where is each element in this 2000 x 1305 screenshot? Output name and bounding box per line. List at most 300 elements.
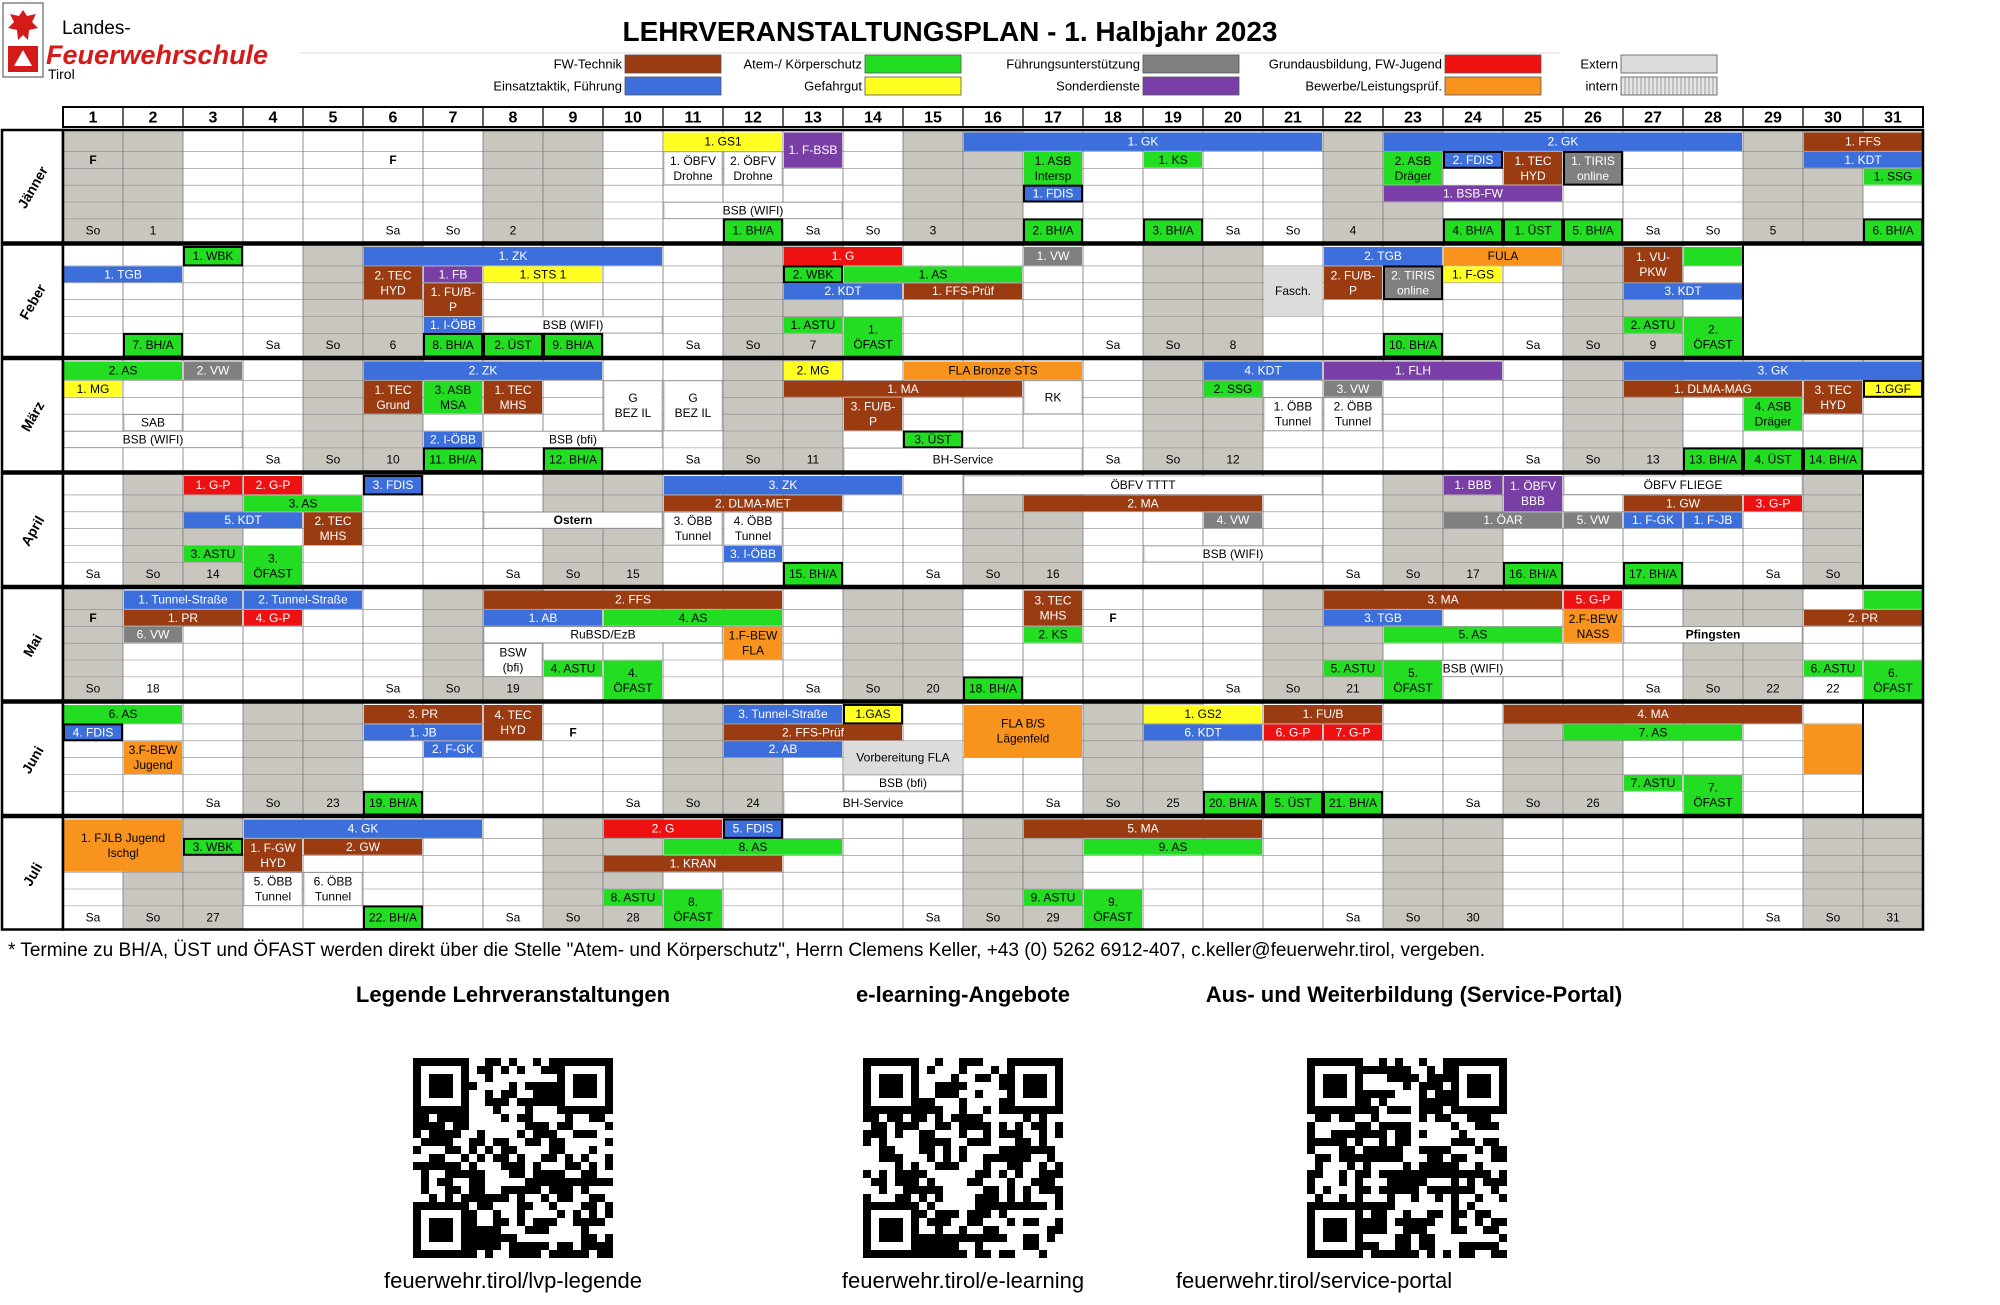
course-entry[interactable] — [1024, 820, 1262, 838]
course-entry[interactable] — [724, 741, 842, 757]
qr-module — [501, 1098, 509, 1106]
course-entry[interactable] — [1564, 591, 1622, 609]
course-label: 17. BH/A — [1628, 567, 1678, 582]
qr-module — [935, 1114, 943, 1122]
qr-module — [1007, 1162, 1015, 1170]
course-entry[interactable] — [1264, 724, 1322, 740]
course-entry[interactable] — [569, 725, 576, 739]
course-entry[interactable] — [124, 610, 242, 626]
course-entry[interactable] — [844, 705, 902, 723]
qr-module — [1427, 1186, 1435, 1194]
course-entry[interactable] — [364, 247, 662, 265]
course-entry[interactable] — [1144, 219, 1202, 242]
course-entry[interactable] — [964, 476, 1322, 494]
course-entry[interactable] — [1564, 219, 1622, 242]
course-entry[interactable] — [1324, 661, 1382, 677]
bottom-label: Sa — [805, 223, 821, 238]
qr-module — [1419, 1218, 1427, 1226]
qr-module — [421, 1186, 429, 1194]
course-entry[interactable] — [724, 512, 782, 545]
course-entry[interactable] — [64, 820, 182, 872]
course-entry[interactable] — [1864, 661, 1922, 700]
course-entry[interactable] — [484, 432, 662, 448]
qr-module — [1047, 1178, 1055, 1186]
course-entry[interactable] — [1324, 591, 1562, 609]
qr-module — [1047, 1186, 1055, 1194]
course-entry[interactable] — [664, 203, 842, 219]
course-label: 7. — [1707, 780, 1719, 795]
course-entry[interactable] — [1384, 661, 1442, 700]
course-entry[interactable] — [244, 610, 302, 626]
course-label: 3. ÖBB — [673, 514, 713, 529]
course-entry[interactable] — [184, 839, 242, 855]
course-entry[interactable] — [1624, 512, 1682, 528]
course-entry[interactable] — [1144, 152, 1202, 168]
course-entry[interactable] — [1084, 890, 1142, 929]
course-entry[interactable] — [1384, 334, 1442, 357]
course-entry[interactable] — [424, 381, 482, 414]
course-entry[interactable] — [1024, 890, 1082, 906]
course-entry[interactable] — [664, 839, 842, 855]
course-entry[interactable] — [664, 133, 782, 151]
course-entry[interactable] — [1444, 476, 1502, 494]
course-entry[interactable] — [1444, 219, 1502, 242]
course-entry[interactable] — [1084, 839, 1262, 855]
course-label: 16. BH/A — [1508, 567, 1558, 582]
course-entry[interactable] — [784, 283, 902, 299]
course-entry[interactable] — [364, 362, 602, 380]
course-entry[interactable] — [1684, 317, 1742, 356]
bottom-label: 4 — [1349, 223, 1357, 238]
course-entry[interactable] — [604, 890, 662, 906]
course-entry[interactable] — [1324, 724, 1382, 740]
course-entry[interactable] — [1624, 495, 1742, 511]
course-entry[interactable] — [64, 724, 122, 740]
qr-module — [1395, 1146, 1403, 1154]
course-entry[interactable] — [604, 820, 722, 838]
course-entry[interactable] — [124, 627, 182, 643]
course-entry[interactable] — [724, 820, 782, 838]
day-number: 22 — [1344, 109, 1362, 127]
course-entry[interactable] — [904, 362, 1082, 380]
course-entry[interactable] — [1324, 381, 1382, 397]
course-entry[interactable] — [1384, 627, 1562, 643]
course-entry[interactable] — [1024, 381, 1082, 414]
course-entry[interactable] — [1744, 398, 1802, 431]
course-entry[interactable] — [724, 705, 842, 723]
qr-module — [967, 1234, 975, 1242]
course-entry[interactable] — [484, 266, 602, 282]
course-entry[interactable] — [1444, 512, 1562, 528]
course-entry[interactable] — [604, 610, 782, 626]
course-box[interactable] — [1864, 591, 1922, 609]
qr-module — [469, 1170, 477, 1178]
qr-module — [1023, 1114, 1031, 1122]
course-entry[interactable] — [64, 362, 182, 380]
course-label: 1. FB — [438, 267, 468, 282]
course-entry[interactable] — [1144, 705, 1262, 723]
qr-module — [1307, 1146, 1315, 1154]
course-entry[interactable] — [244, 546, 302, 585]
course-entry[interactable] — [1024, 591, 1082, 626]
course-entry[interactable] — [1444, 152, 1502, 168]
qr-module — [1055, 1186, 1063, 1194]
qr-module — [1427, 1074, 1435, 1082]
course-entry[interactable] — [1744, 495, 1802, 511]
course-label: 2. AS — [108, 363, 138, 378]
course-box[interactable] — [1804, 724, 1862, 774]
footer-link-service-portal[interactable]: feuerwehr.tirol/service-portal — [1175, 1268, 1453, 1293]
course-entry[interactable] — [964, 677, 1022, 700]
course-entry[interactable] — [1324, 266, 1382, 299]
course-entry[interactable] — [1624, 247, 1682, 282]
course-label: 1. GW — [1665, 496, 1701, 511]
course-entry[interactable] — [1504, 219, 1562, 242]
legend-label: Führungsunterstützung — [1006, 56, 1140, 72]
qr-module — [959, 1146, 967, 1154]
qr-module — [1387, 1090, 1395, 1098]
course-entry[interactable] — [184, 546, 242, 562]
qr-module — [453, 1186, 461, 1194]
course-entry[interactable] — [1564, 610, 1622, 643]
course-entry[interactable] — [424, 334, 482, 357]
qr-module — [1339, 1130, 1347, 1138]
course-entry[interactable] — [184, 512, 302, 528]
qr-module — [533, 1162, 541, 1170]
course-entry[interactable] — [844, 266, 1022, 282]
course-entry[interactable] — [1204, 362, 1322, 380]
course-entry[interactable] — [1384, 266, 1442, 299]
qr-module — [927, 1066, 935, 1074]
course-entry[interactable] — [364, 381, 422, 414]
course-entry[interactable] — [1564, 512, 1622, 528]
bottom-label: So — [745, 338, 761, 353]
course-entry[interactable] — [1024, 495, 1262, 511]
course-entry[interactable] — [1864, 381, 1922, 397]
course-label: 4. MA — [1637, 707, 1669, 722]
course-entry[interactable] — [844, 317, 902, 356]
qr-module — [493, 1218, 501, 1226]
course-entry[interactable] — [304, 873, 362, 906]
course-entry[interactable] — [1109, 611, 1116, 625]
course-entry[interactable] — [124, 334, 182, 357]
course-entry[interactable] — [124, 591, 242, 609]
course-entry[interactable] — [364, 906, 422, 929]
course-box[interactable] — [1684, 247, 1742, 265]
course-entry[interactable] — [364, 266, 422, 299]
course-entry[interactable] — [424, 266, 482, 282]
qr-module — [1055, 1122, 1063, 1130]
course-label: 1. GS1 — [704, 134, 742, 149]
course-entry[interactable] — [1624, 775, 1682, 791]
qr-module — [477, 1234, 485, 1242]
course-entry[interactable] — [544, 661, 602, 677]
qr-module — [1015, 1122, 1023, 1130]
course-entry[interactable] — [244, 873, 302, 906]
course-entry[interactable] — [1264, 398, 1322, 431]
course-entry[interactable] — [1324, 398, 1382, 431]
course-entry[interactable] — [604, 661, 662, 700]
course-entry[interactable] — [844, 398, 902, 431]
course-entry[interactable] — [1324, 247, 1442, 265]
course-entry[interactable] — [664, 381, 722, 431]
course-entry[interactable] — [1324, 610, 1442, 626]
course-entry[interactable] — [244, 591, 362, 609]
course-entry[interactable] — [1564, 724, 1742, 740]
bottom-label: So — [985, 567, 1001, 582]
course-entry[interactable] — [1684, 512, 1742, 528]
course-entry[interactable] — [1144, 546, 1322, 562]
course-entry[interactable] — [664, 152, 722, 185]
course-entry[interactable] — [664, 890, 722, 929]
course-entry[interactable] — [1804, 661, 1862, 677]
course-entry[interactable] — [304, 512, 362, 545]
course-entry[interactable] — [544, 448, 602, 471]
course-entry[interactable] — [1864, 591, 1922, 609]
qr-module — [1403, 1066, 1411, 1074]
course-entry[interactable] — [1384, 133, 1742, 151]
qr-module — [1499, 1178, 1507, 1186]
course-entry[interactable] — [784, 362, 842, 380]
qr-module — [1363, 1226, 1371, 1234]
course-entry[interactable] — [64, 266, 182, 282]
course-entry[interactable] — [424, 448, 482, 471]
course-entry[interactable] — [784, 133, 842, 168]
course-entry[interactable] — [1504, 476, 1562, 511]
course-label: 4. TEC — [494, 708, 532, 723]
course-entry[interactable] — [244, 820, 482, 838]
course-entry[interactable] — [1264, 792, 1322, 815]
course-entry[interactable] — [244, 476, 302, 494]
course-entry[interactable] — [784, 792, 962, 815]
course-entry[interactable] — [1684, 247, 1742, 265]
course-entry[interactable] — [664, 512, 722, 545]
course-entry[interactable] — [724, 219, 782, 242]
qr-module — [1427, 1154, 1435, 1162]
course-entry[interactable] — [89, 153, 96, 167]
course-entry[interactable] — [64, 705, 182, 723]
qr-module — [1055, 1226, 1063, 1234]
footer-link-legend[interactable]: feuerwehr.tirol/lvp-legende — [383, 1268, 643, 1293]
course-entry[interactable] — [964, 705, 1082, 757]
course-entry[interactable] — [1024, 627, 1082, 643]
qr-module — [1403, 1210, 1411, 1218]
course-entry[interactable] — [1564, 476, 1802, 494]
qr-code-icon[interactable] — [1307, 1058, 1507, 1258]
course-entry[interactable] — [484, 512, 662, 528]
footer-link-elearning[interactable]: feuerwehr.tirol/e-learning — [841, 1268, 1085, 1293]
qr-module — [581, 1186, 589, 1194]
course-entry[interactable] — [364, 476, 422, 494]
course-entry[interactable] — [484, 644, 542, 677]
course-entry[interactable] — [244, 839, 302, 872]
qr-module — [1039, 1130, 1047, 1138]
course-entry[interactable] — [1804, 610, 1922, 626]
course-entry[interactable] — [1204, 792, 1262, 815]
course-entry[interactable] — [64, 381, 122, 397]
course-entry[interactable] — [544, 334, 602, 357]
course-entry[interactable] — [604, 381, 662, 431]
course-entry[interactable] — [1624, 627, 1802, 643]
course-entry[interactable] — [1684, 448, 1742, 471]
qr-module — [1023, 1234, 1031, 1242]
month-block — [2, 817, 1923, 930]
course-entry[interactable] — [724, 724, 902, 740]
course-entry[interactable] — [1324, 792, 1382, 815]
course-entry[interactable] — [904, 283, 1022, 299]
qr-module — [1435, 1186, 1443, 1194]
qr-module — [557, 1146, 565, 1154]
course-entry[interactable] — [424, 741, 482, 757]
course-entry[interactable] — [1144, 724, 1262, 740]
qr-code-icon[interactable] — [413, 1058, 613, 1258]
course-entry[interactable] — [124, 741, 182, 774]
course-entry[interactable] — [1804, 152, 1922, 168]
course-entry[interactable] — [1024, 247, 1082, 265]
course-entry[interactable] — [484, 705, 542, 740]
course-entry[interactable] — [604, 856, 782, 872]
course-entry[interactable] — [484, 317, 662, 333]
course-entry[interactable] — [1384, 186, 1562, 202]
course-entry[interactable] — [844, 775, 962, 791]
course-entry[interactable] — [1444, 266, 1502, 282]
qr-module — [509, 1090, 517, 1098]
course-label: MHS — [499, 397, 527, 412]
course-entry[interactable] — [1204, 381, 1262, 397]
course-entry[interactable] — [1804, 133, 1922, 151]
course-entry[interactable] — [484, 334, 542, 357]
course-entry[interactable] — [1684, 775, 1742, 814]
course-entry[interactable] — [1264, 266, 1322, 316]
qr-module — [959, 1066, 967, 1074]
course-entry[interactable] — [1564, 152, 1622, 185]
bottom-label: 25 — [1166, 796, 1180, 811]
qr-module — [1419, 1162, 1427, 1170]
course-entry[interactable] — [664, 495, 842, 511]
course-entry[interactable] — [964, 133, 1322, 151]
course-label: HYD — [1520, 168, 1546, 183]
course-entry[interactable] — [1024, 186, 1082, 202]
course-entry[interactable] — [784, 563, 842, 586]
course-entry[interactable] — [1624, 563, 1682, 586]
course-entry[interactable] — [844, 448, 1082, 471]
qr-module — [1055, 1194, 1063, 1202]
course-entry[interactable] — [724, 546, 782, 562]
course-entry[interactable] — [1024, 152, 1082, 185]
course-entry[interactable] — [724, 152, 782, 185]
course-label: Jugend — [133, 758, 173, 773]
course-entry[interactable] — [1864, 219, 1922, 242]
qr-module — [605, 1162, 613, 1170]
course-entry[interactable] — [1864, 169, 1922, 185]
course-entry[interactable] — [364, 792, 422, 815]
course-label: 8. ASTU — [610, 890, 656, 905]
course-entry[interactable] — [304, 839, 422, 855]
course-label: Tunnel — [734, 529, 772, 544]
qr-module — [927, 1178, 935, 1186]
course-entry[interactable] — [184, 247, 242, 265]
course-entry[interactable] — [89, 611, 96, 625]
course-entry[interactable] — [364, 705, 482, 723]
course-entry[interactable] — [424, 283, 482, 316]
course-entry[interactable] — [424, 432, 482, 448]
course-entry[interactable] — [184, 476, 242, 494]
qr-module — [1371, 1154, 1379, 1162]
course-entry[interactable] — [484, 610, 602, 626]
course-entry[interactable] — [784, 266, 842, 282]
course-entry[interactable] — [424, 317, 482, 333]
course-entry[interactable] — [364, 724, 482, 740]
qr-module — [927, 1154, 935, 1162]
course-label: 1. F-GS — [1451, 267, 1495, 282]
course-entry[interactable] — [1504, 152, 1562, 185]
course-entry[interactable] — [1324, 362, 1502, 380]
course-entry[interactable] — [724, 627, 782, 660]
course-entry[interactable] — [484, 591, 782, 609]
course-entry[interactable] — [1504, 563, 1562, 586]
course-label: Tunnel — [1274, 414, 1312, 429]
course-entry[interactable] — [484, 627, 722, 643]
course-entry[interactable] — [844, 741, 962, 774]
course-entry[interactable] — [1804, 724, 1862, 774]
course-entry[interactable] — [664, 476, 902, 494]
course-label: FLA — [741, 643, 765, 658]
course-entry[interactable] — [244, 495, 362, 511]
qr-code-icon[interactable] — [863, 1058, 1063, 1258]
course-entry[interactable] — [389, 153, 396, 167]
course-entry[interactable] — [1804, 381, 1862, 414]
course-entry[interactable] — [1744, 448, 1802, 471]
qr-module — [1491, 1218, 1499, 1226]
course-label: ÖBFV TTTT — [1110, 478, 1176, 493]
course-entry[interactable] — [1624, 317, 1682, 333]
course-entry[interactable] — [1444, 247, 1562, 265]
course-entry[interactable] — [1204, 512, 1262, 528]
qr-module — [943, 1250, 951, 1258]
course-entry[interactable] — [124, 415, 182, 431]
course-label: 2. TEC — [314, 514, 352, 529]
course-label: 18. BH/A — [968, 681, 1018, 696]
qr-module — [951, 1114, 959, 1122]
course-entry[interactable] — [1624, 362, 1922, 380]
course-entry[interactable] — [64, 432, 242, 448]
bottom-label: So — [1825, 910, 1841, 925]
bottom-label: Sa — [685, 452, 701, 467]
qr-module — [501, 1146, 509, 1154]
course-entry[interactable] — [1384, 152, 1442, 185]
course-entry[interactable] — [184, 362, 242, 380]
course-label: 19. BH/A — [368, 796, 418, 811]
course-entry[interactable] — [904, 432, 962, 448]
qr-module — [477, 1202, 485, 1210]
course-entry[interactable] — [1264, 705, 1382, 723]
qr-module — [461, 1170, 469, 1178]
qr-module — [1435, 1090, 1443, 1098]
course-entry[interactable] — [1624, 381, 1802, 397]
course-label: 1. G — [831, 249, 855, 264]
course-entry[interactable] — [784, 247, 902, 265]
course-entry[interactable] — [784, 317, 842, 333]
course-entry[interactable] — [784, 381, 1022, 397]
course-entry[interactable] — [484, 381, 542, 414]
qr-module — [1491, 1146, 1499, 1154]
course-entry[interactable] — [1024, 219, 1082, 242]
course-entry[interactable] — [1804, 448, 1862, 471]
bottom-label: Sa — [1105, 452, 1121, 467]
course-entry[interactable] — [1504, 705, 1802, 723]
course-label: online — [1576, 168, 1610, 183]
course-entry[interactable] — [1624, 283, 1742, 299]
